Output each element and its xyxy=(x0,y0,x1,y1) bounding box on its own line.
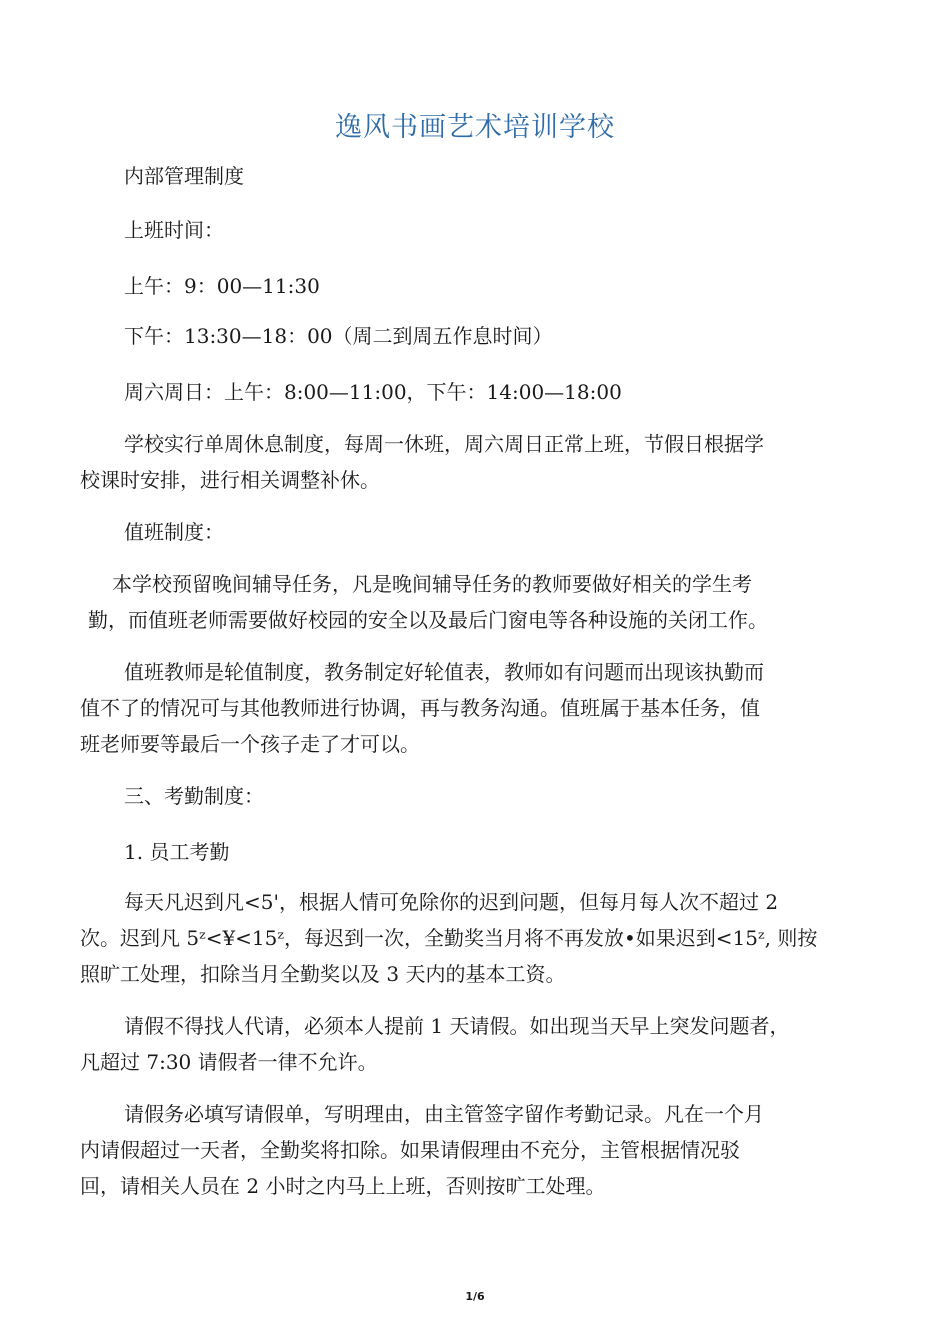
page-number: 1/6 xyxy=(465,1290,485,1303)
duty-paragraph-2 xyxy=(80,654,870,762)
paragraph-line: 本学校预留晚间辅导任务，凡是晚间辅导任务的教师要做好相关的学生考 xyxy=(112,572,752,596)
weekend-hours: 周六周日：上午：8:00—11:00，下午：14:00—18:00 xyxy=(124,380,622,404)
duty-system-label: 值班制度： xyxy=(124,520,224,544)
paragraph-line: 学校实行单周休息制度，每周一休班，周六周日正常上班，节假日根据学 xyxy=(124,432,764,456)
paragraph-line: 请假务必填写请假单，写明理由，由主管签字留作考勤记录。凡在一个月 xyxy=(124,1102,764,1126)
paragraph-line: 值班教师是轮值制度，教务制定好轮值表，教师如有问题而出现该执勤而 xyxy=(124,660,764,684)
afternoon-hours: 下午：13:30—18：00（周二到周五作息时间） xyxy=(124,324,553,348)
paragraph-line: 内请假超过一天者，全勤奖将扣除。如果请假理由不充分，主管根据情况驳 xyxy=(80,1138,740,1162)
paragraph-line: 每天凡迟到凡<5'，根据人情可免除你的迟到问题，但每月每人次不超过 2 xyxy=(124,890,779,914)
attendance-system-label: 三、考勤制度： xyxy=(124,784,264,808)
heading-internal-management: 内部管理制度 xyxy=(124,164,244,188)
paragraph-line: 回，请相关人员在 2 小时之内马上上班，否则按旷工处理。 xyxy=(80,1174,606,1198)
paragraph-line: 请假不得找人代请，必须本人提前 1 天请假。如出现当天早上突发问题者， xyxy=(124,1014,790,1038)
paragraph-line: 校课时安排，进行相关调整补休。 xyxy=(80,468,380,492)
work-hours-label: 上班时间： xyxy=(124,218,224,242)
paragraph-line: 次。迟到凡 5ᶻ<¥<15ᶻ，每迟到一次，全勤奖当月将不再发放•如果迟到<15ᶻ, 则按 xyxy=(80,926,818,950)
paragraph-line: 值不了的情况可与其他教师进行协调，再与教务沟通。值班属于基本任务，值 xyxy=(80,696,760,720)
staff-attendance-heading: 1. 员工考勤 xyxy=(124,840,230,864)
duty-paragraph-1 xyxy=(86,566,876,638)
leave-policy-paragraph-1 xyxy=(80,1008,870,1080)
paragraph-line: 照旷工处理，扣除当月全勤奖以及 3 天内的基本工资。 xyxy=(80,962,566,986)
paragraph-line: 勤，而值班老师需要做好校园的安全以及最后门窗电等各种设施的关闭工作。 xyxy=(88,608,768,632)
document-title: 逸风书画艺术培训学校 xyxy=(335,112,615,143)
paragraph-line: 班老师要等最后一个孩子走了才可以。 xyxy=(80,732,420,756)
morning-hours: 上午：9：00—11:30 xyxy=(124,274,320,298)
rest-policy-paragraph xyxy=(80,426,870,498)
leave-policy-paragraph-2 xyxy=(80,1096,870,1204)
paragraph-line: 凡超过 7:30 请假者一律不允许。 xyxy=(80,1050,378,1074)
late-policy-paragraph xyxy=(80,884,870,992)
